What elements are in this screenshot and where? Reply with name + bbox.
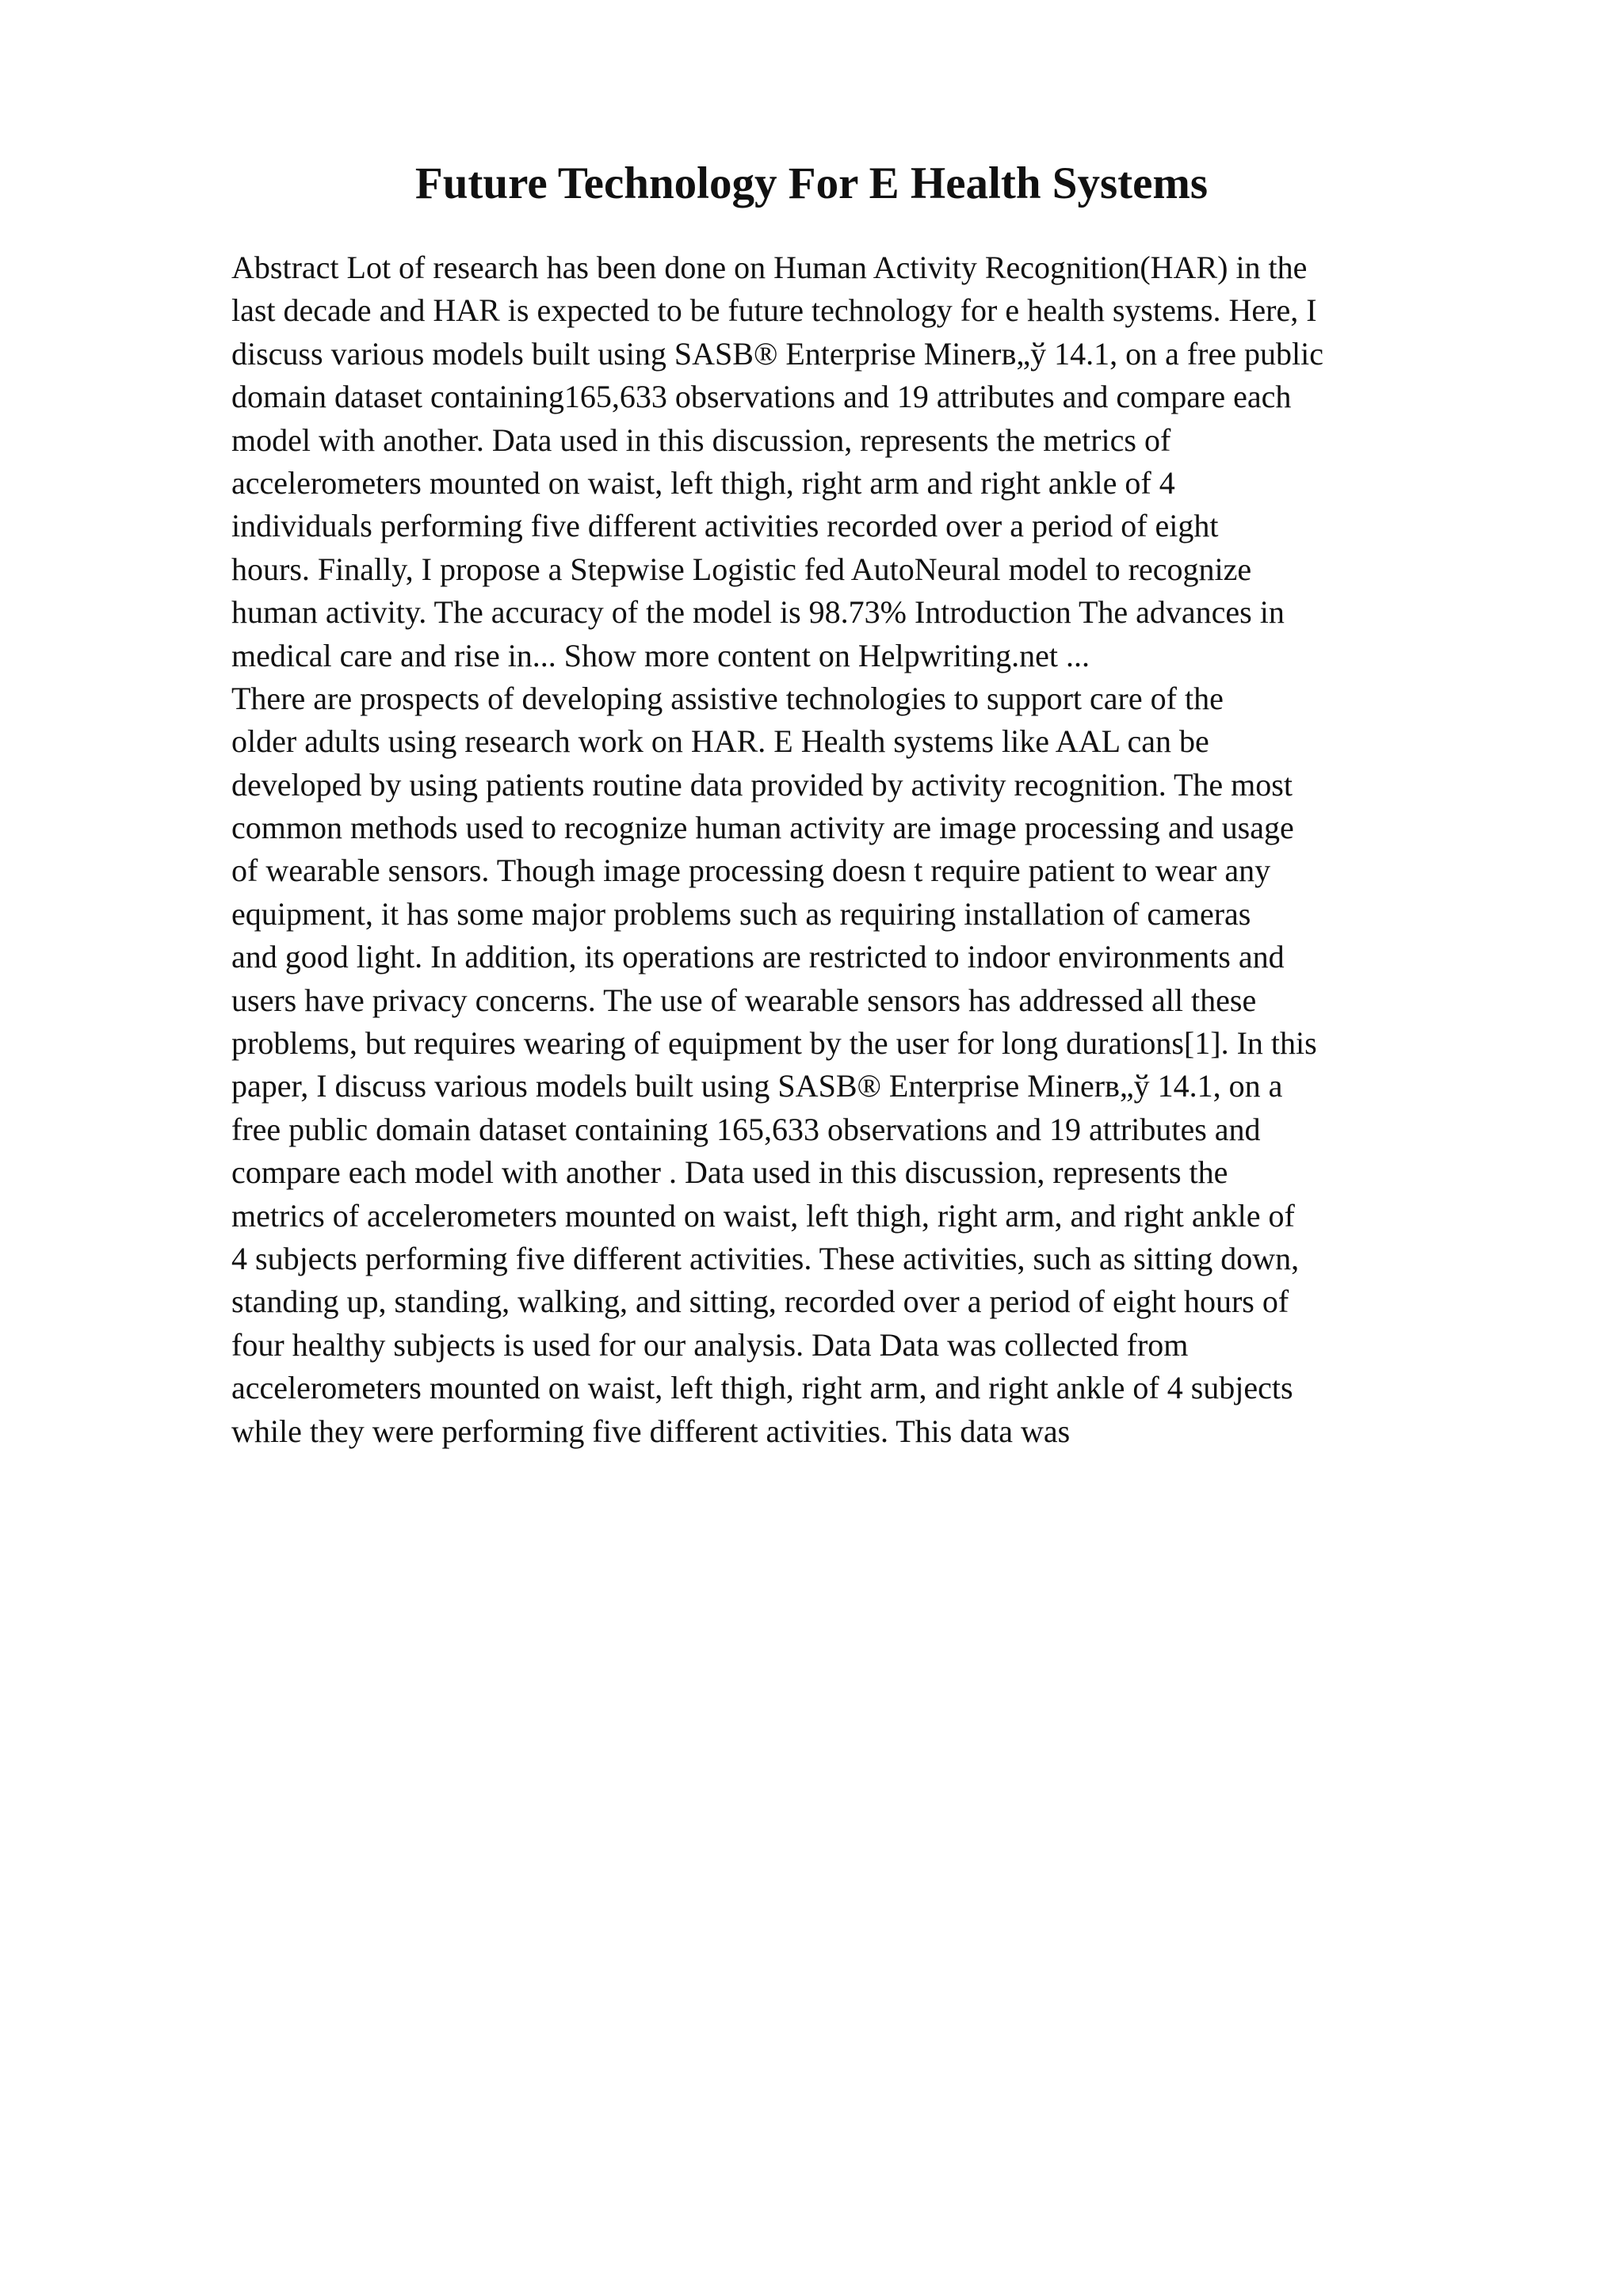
body-line: standing up, standing, walking, and sitting, recorded over a period of eight hours of (231, 1283, 1289, 1320)
body-line: of wearable sensors. Though image processing doesn t require patient to wear any (231, 852, 1271, 889)
body-line: problems, but requires wearing of equipment by the user for long durations[1]. In this (231, 1025, 1317, 1062)
body-line: metrics of accelerometers mounted on waist, left thigh, right arm, and right ankle of (231, 1197, 1295, 1234)
body-line: domain dataset containing165,633 observations and 19 attributes and compare each (231, 379, 1292, 415)
document-title: Future Technology For E Health Systems (414, 158, 1209, 208)
body-line: 4 subjects performing five different activities. These activities, such as sitting down, (231, 1240, 1300, 1276)
body-line: model with another. Data used in this discussion, represents the metrics of (231, 421, 1171, 458)
body-line: free public domain dataset containing 165,633 observations and 19 attributes and (231, 1111, 1261, 1147)
body-line: and good light. In addition, its operations are restricted to indoor environments and (231, 939, 1285, 975)
body-line: medical care and rise in... Show more content on Helpwriting.net ... (231, 637, 1090, 673)
body-line: There are prospects of developing assistive technologies to support care of the (231, 680, 1224, 716)
body-line: users have privacy concerns. The use of wearable sensors has addressed all these (231, 982, 1257, 1018)
body-line: Abstract Lot of research has been done on Human Activity Recognition(HAR) in the (231, 250, 1308, 285)
body-line: while they were performing five different activities. This data was (231, 1413, 1071, 1449)
body-line: accelerometers mounted on waist, left thigh, right arm and right ankle of 4 (231, 464, 1175, 501)
body-line: common methods used to recognize human activity are image processing and usage (231, 810, 1294, 846)
body-line: compare each model with another . Data used in this discussion, represents the (231, 1154, 1228, 1191)
document-body (231, 246, 1515, 1453)
body-line: older adults using research work on HAR. E Health systems like AAL can be (231, 723, 1209, 760)
body-line: developed by using patients routine data provided by activity recognition. The most (231, 766, 1293, 803)
body-line: paper, I discuss various models built using SASB® Enterprise Minerв„ў 14.1, on a (231, 1068, 1283, 1104)
body-line: accelerometers mounted on waist, left thigh, right arm, and right ankle of 4 subjects (231, 1370, 1293, 1406)
body-line: four healthy subjects is used for our analysis. Data Data was collected from (231, 1326, 1189, 1363)
body-line: discuss various models built using SASB® Enterprise Minerв„ў 14.1, on a free public (231, 335, 1323, 372)
body-line: equipment, it has some major problems such as requiring installation of cameras (231, 895, 1251, 932)
body-line: hours. Finally, I propose a Stepwise Logistic fed AutoNeural model to recognize (231, 551, 1252, 587)
body-line: human activity. The accuracy of the model is 98.73% Introduction The advances in (231, 594, 1285, 631)
body-line: individuals performing five different activities recorded over a period of eight (231, 508, 1219, 544)
body-line: last decade and HAR is expected to be future technology for e health systems. Here, I (231, 292, 1317, 329)
